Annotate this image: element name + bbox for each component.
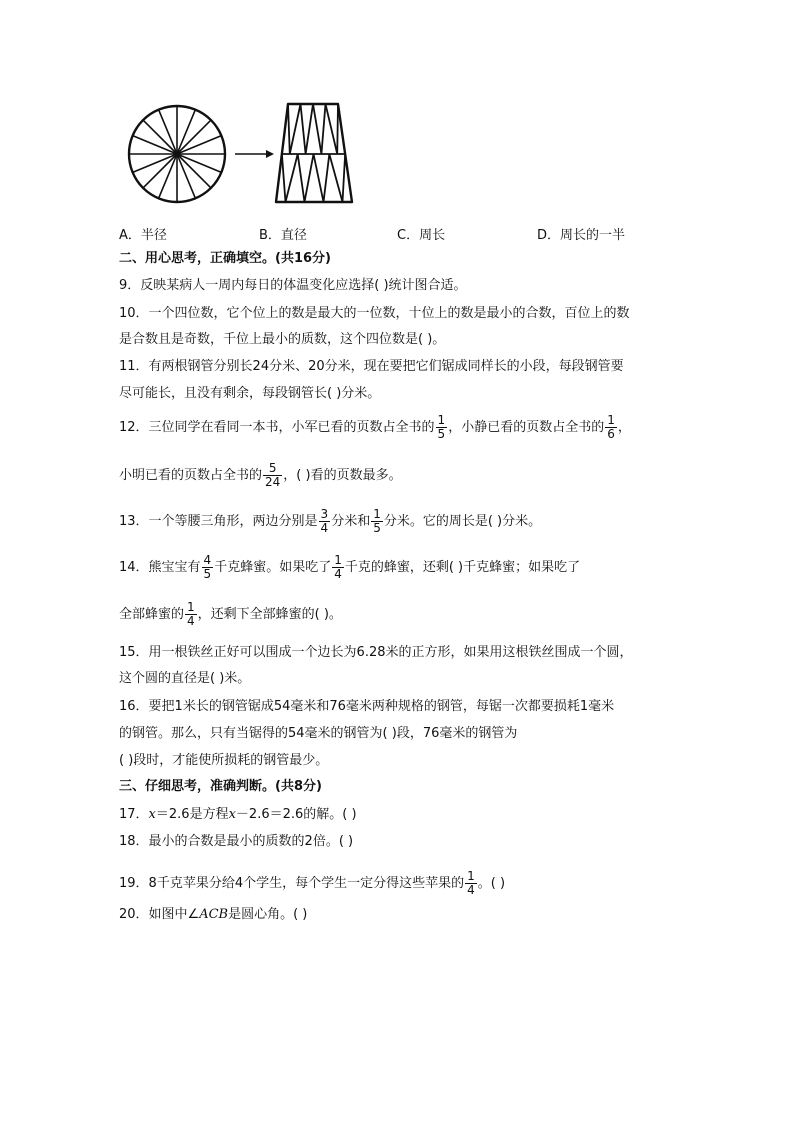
fraction: $\frac{1}{4}$ [467,869,475,897]
q12-text-5: ，( )看的页数最多。 [283,468,402,483]
rearranged-sectors-shape [276,104,352,202]
question-20: 20．如图中∠ACB是圆心角。( ) [119,907,308,922]
sector-zigzag [282,154,345,202]
radius-line [177,120,211,154]
question-10-line-1: 10．一个四位数，它个位上的数是最大的一位数，十位上的数是最小的合数，百位上的数 [119,306,630,321]
q12-text-2: ，小静已看的页数占全书的 [448,420,605,435]
sector-zigzag [288,104,338,154]
option-b: B．直径 [259,228,307,243]
question-9: 9．反映某病人一周内每日的体温变化应选择( )统计图合适。 [119,278,467,293]
question-14-line-1: 14．熊宝宝有 $\frac{4}{5}$ 千克蜂蜜。如果吃了 $\frac{1}{4}$ 千克的蜂蜜，还剩( )千克蜂蜜；如果吃了 [119,553,581,581]
radius-line [177,154,211,188]
question-19: 19．8千克苹果分给4个学生，每个学生一定分得这些苹果的 $\frac{1}{4}$ 。( ) [119,869,506,897]
question-15-line-2: 这个圆的直径是( )米。 [119,671,251,686]
fraction: $\frac{4}{5}$ [203,553,212,581]
question-12-line-2 [119,462,402,489]
angle-acb: ACB [199,907,229,922]
question-16-line-2: 的钢管。那么，只有当锯得的54毫米的钢管为( )段，76毫米的钢管为 [119,726,518,741]
fraction: $\frac{1}{6}$ [607,413,615,441]
arrow [235,150,274,158]
option-d: D．周长的一半 [537,228,626,243]
fraction: $\frac{1}{4}$ [334,553,342,581]
section-3-title: 三、仔细思考，准确判断。(共8分) [119,779,322,794]
question-11-line-1: 11．有两根钢管分别长24分米、20分米，现在要把它们锯成同样长的小段，每段钢管要 [119,359,624,374]
question-17: 17．x＝2.6是方程x－2.6＝2.6的解。( ) [119,807,357,822]
shape-outline [276,104,352,202]
section-2-title: 二、用心思考，正确填空。(共16分) [119,251,331,266]
question-10-line-2: 是合数且是奇数，千位上最小的质数，这个四位数是( )。 [119,332,446,347]
question-12-line-1 [119,414,631,441]
variable-x: x [228,807,236,822]
q12-text-3: ， [617,420,631,435]
question-16-line-1: 16．要把1米长的钢管锯成54毫米和76毫米两种规格的钢管，每锯一次都要损耗1毫米 [119,699,615,714]
radius-line [143,154,177,188]
fraction: $\frac{1}{4}$ [187,600,195,628]
fraction: $\frac{1}{5}$ [373,507,381,535]
option-c: C．周长 [397,228,446,243]
variable-x: x [148,807,156,822]
question-14-line-2: 全部蜂蜜的 $\frac{1}{4}$ ，还剩下全部蜂蜜的( )。 [119,600,342,628]
option-a: A．半径 [119,228,167,243]
radius-line [143,120,177,154]
fraction: $\frac{3}{4}$ [320,507,329,535]
question-16-line-3: ( )段时，才能使所损耗的钢管最少。 [119,753,329,768]
question-11-line-2: 尽可能长，且没有剩余，每段钢管长( )分米。 [119,386,381,401]
fraction: $\frac{1}{5}$ [437,413,446,441]
q12-text-4: 小明已看的页数占全书的 [119,468,263,483]
divided-circle [129,106,225,202]
q12-text-1: 12．三位同学在看同一本书，小军已看的页数占全书的 [119,420,435,435]
question-18: 18．最小的合数是最小的质数的2倍。( ) [119,834,354,849]
circle-to-trapezoid-figure [125,98,355,208]
question-15-line-1: 15．用一根铁丝正好可以围成一个边长为6.28米的正方形，如果用这根铁丝围成一个圆， [119,645,633,660]
fraction: $\frac{5}{24}$ [265,461,281,489]
question-13: 13．一个等腰三角形，两边分别是 $\frac{3}{4}$ 分米和 $\frac{1}{5}$ 分米。它的周长是( )分米。 [119,507,542,535]
